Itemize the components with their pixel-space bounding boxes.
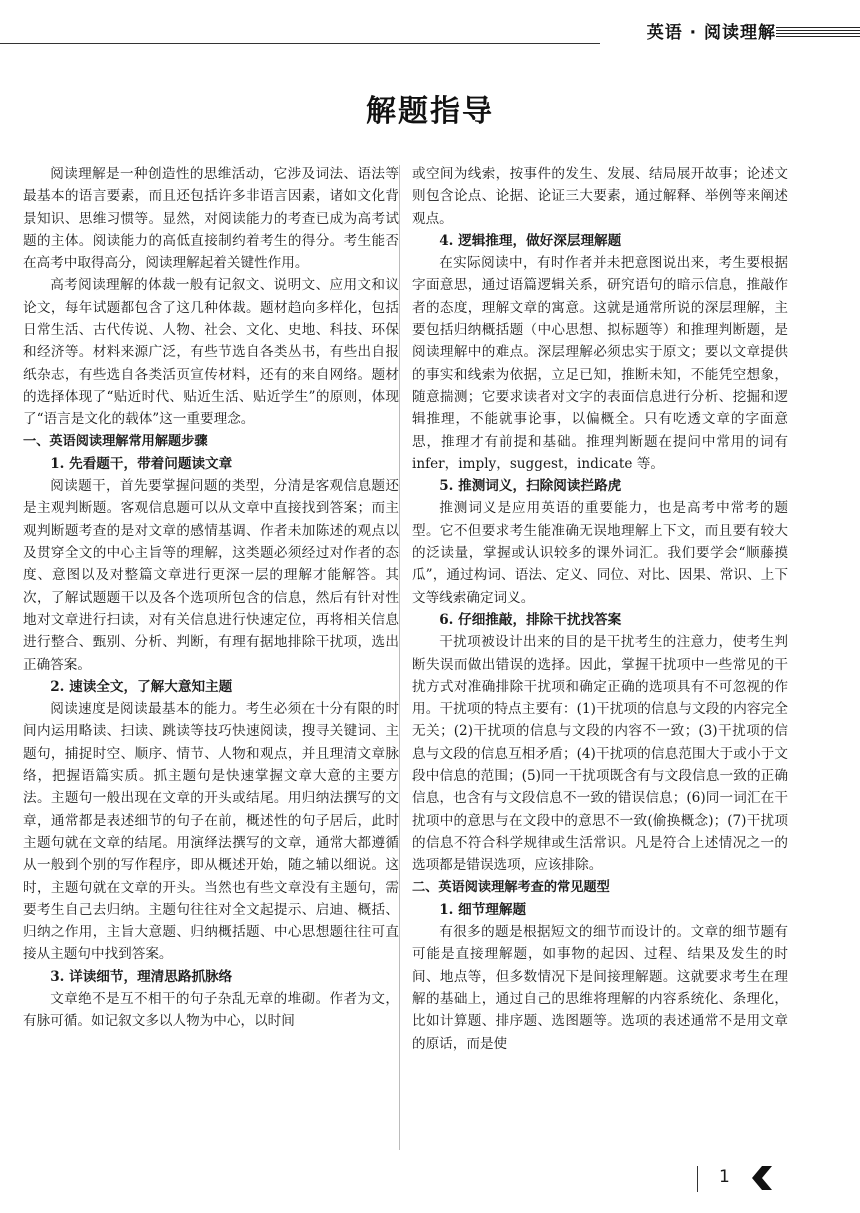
paragraph: 阅读理解是一种创造性的思维活动，它涉及词法、语法等最基本的语言要素，而且还包括许多非语言因素，诸如文化背景知识、思维习惯等。显然，对阅读能力的考查已成为高考试题的主体。阅读能力的高低直接制约着考生的得分。考生能否在高考中取得高分，阅读理解起着关键性作用。 — [23, 166, 399, 272]
left-column — [23, 163, 399, 1033]
paragraph-continued: 或空间为线索，按事件的发生、发展、结局展开故事；论述文则包含论点、论据、论证三大要素，通过解释、举例等来阐述观点。 — [412, 166, 788, 227]
right-column — [412, 163, 788, 1055]
subsection-heading: 2. 速读全文，了解大意知主题 — [50, 678, 233, 695]
paragraph: 推测词义是应用英语的重要能力，也是高考中常考的题型。它不但要求考生能准确无误地理解上下文，而且要有较大的泛读量，掌握或认识较多的课外词汇。我们要学会“顺藤摸瓜”，通过构词、语法、定义、同位、对比、因果、常识、上下文等线索确定词义。 — [412, 500, 788, 606]
subsection-heading: 1. 细节理解题 — [439, 901, 527, 918]
paragraph: 有很多的题是根据短文的细节而设计的。文章的细节题有可能是直接理解题，如事物的起因、过程、结果及发生的时间、地点等，但多数情况下是间接理解题。这就要求考生在理解的基础上，通过自己的思维将理解的内容系统化、条理化，比如计算题、排序题、选图题等。选项的表述通常不是用文章的原话，而是使 — [412, 924, 788, 1052]
section-heading: 二、英语阅读理解考查的常见题型 — [412, 879, 610, 895]
header-decorative-lines — [776, 27, 860, 39]
running-header — [0, 14, 860, 48]
subsection-heading: 5. 推测词义，扫除阅读拦路虎 — [439, 478, 622, 495]
page-title: 解题指导 — [366, 94, 494, 129]
column-divider — [399, 165, 400, 1150]
subsection-heading: 3. 详读细节，理清思路抓脉络 — [50, 968, 233, 985]
paragraph: 高考阅读理解的体裁一般有记叙文、说明文、应用文和议论文，每年试题都包含了这几种体裁。题材趋向多样化，包括日常生活、古代传说、人物、社会、文化、史地、科技、环保和经济等。材料来源广泛，有些节选自各类丛书，有些出自报纸杂志，有些选自各类活页宣传材料，还有的来自网络。题材的选择体现了“贴近时代、贴近生活、贴近学生”的原则，体现了“语言是文化的载体”这一重要理念。 — [23, 277, 399, 428]
page-number: 1 — [719, 1167, 730, 1187]
header-title: 英语 · 阅读理解 — [646, 23, 776, 43]
subsection-heading: 6. 仔细推敲，排除干扰找答案 — [439, 611, 622, 628]
paragraph: 在实际阅读中，有时作者并未把意图说出来，考生要根据字面意思，通过语篇逻辑关系，研究语句的暗示信息，推敲作者的态度，理解文章的寓意。这就是通常所说的深层理解，主要包括归纳概括题（中心思想、拟标题等）和推理判断题，是阅读理解中的难点。深层理解必须忠实于原文；要以文章提供的事实和线索为依据，立足已知，推断未知，不能凭空想象，随意揣测；它要求读者对文字的表面信息进行分析、挖掘和逻辑推理，不能就事论事，以偏概全。只有吃透文章的字面意思，推理才有前提和基础。推理判断题在提问中常用的词有 infer，imply，suggest，indicate 等。 — [412, 255, 788, 472]
subsection-heading: 1. 先看题干，带着问题读文章 — [50, 455, 233, 472]
paragraph: 阅读速度是阅读最基本的能力。考生必须在十分有限的时间内运用略读、扫读、跳读等技巧快速阅读，搜寻关键词、主题句，捕捉时空、顺序、情节、人物和观点，并且理清文章脉络，把握语篇实质。抓主题句是快速掌握文章大意的主要方法。主题句一般出现在文章的开头或结尾。用归纳法撰写的文章，通常都是表述细节的句子在前，概述性的句子居后，此时主题句就在文章的结尾。用演绎法撰写的文章，通常大都遵循从一般到个别的写作程序，即从概述开始，随之辅以细说。这时，主题句就在文章的开头。当然也有些文章没有主题句，需要考生自己去归纳。主题句往往对全文起提示、启迪、概括、归纳之作用，主旨大意题、归纳概括题、中心思想题往往可直接从主题句中找到答案。 — [23, 701, 399, 963]
paragraph: 文章绝不是互不相干的句子杂乱无章的堆砌。作者为文，有脉可循。如记叙文多以人物为中心，以时间 — [23, 990, 399, 1030]
footer-bar — [697, 1166, 698, 1192]
paragraph: 阅读题干，首先要掌握问题的类型，分清是客观信息题还是主观判断题。客观信息题可以从文章中直接找到答案；而主观判断题考查的是对文章的感情基调、作者未加陈述的观点以及贯穿全文的中心主旨等的理解，这类题必须经过对作者的态度、意图以及对整篇文章进行更深一层的理解才能解答。其次，了解试题题干以及各个选项所包含的信息，然后有针对性地对文章进行扫读，对有关信息进行快速定位，再将相关信息进行整合、甄别、分析、判断，有理有据地排除干扰项，选出正确答案。 — [23, 478, 399, 673]
header-rule — [0, 43, 600, 44]
subsection-heading: 4. 逻辑推理，做好深层理解题 — [439, 232, 622, 249]
paragraph: 干扰项被设计出来的目的是干扰考生的注意力，使考生判断失误而做出错误的选择。因此，掌握干扰项中一些常见的干扰方式对准确排除干扰项和确定正确的选项具有不可忽视的作用。干扰项的特点主要有：(1)干扰项的信息与文段的内容完全无关；(2)干扰项的信息与文段的内容不一致；(3)干扰项的信息与文段的信息互相矛盾；(4)干扰项的信息范围大于或小于文段中信息的范围；(5)同一干扰项既含有与文段信息一致的正确信息，也含有与文段信息不一致的错误信息；(6)同一词汇在干扰项中的意思与在文段中的意思不一致(偷换概念)；(7)干扰项的信息不符合科学规律或生活常识。凡是符合上述情况之一的选项都是错误选项，应该排除。 — [412, 634, 788, 874]
chevron-left-icon — [752, 1166, 774, 1190]
section-heading: 一、英语阅读理解常用解题步骤 — [23, 433, 208, 449]
